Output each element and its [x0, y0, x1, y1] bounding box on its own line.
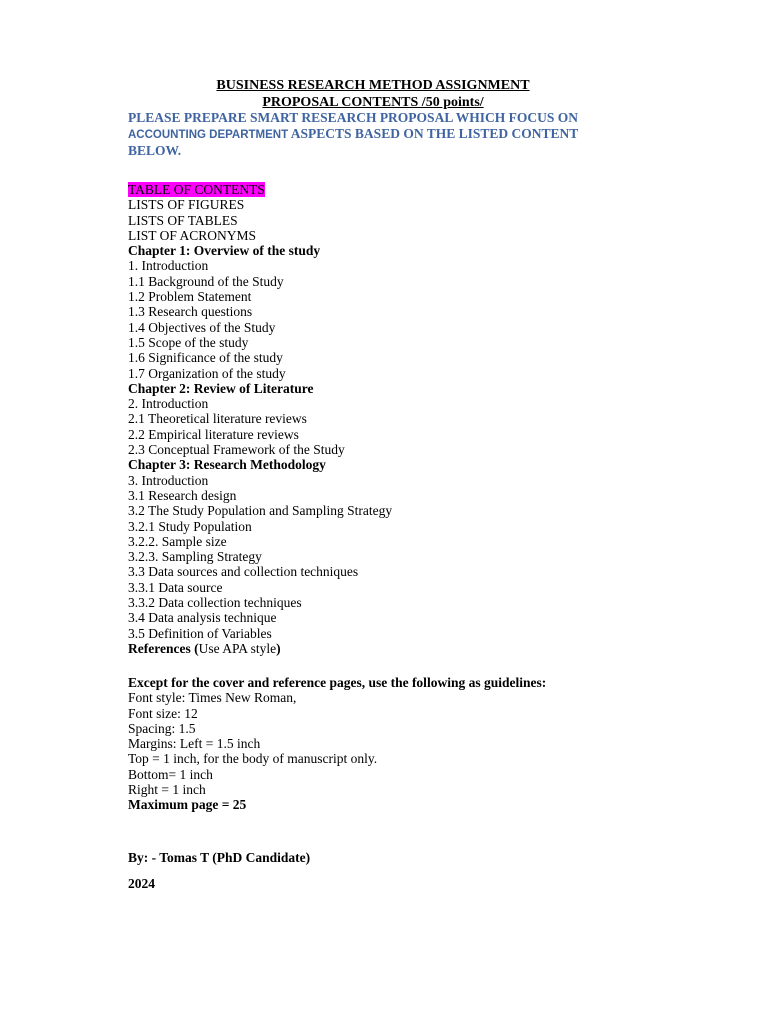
maximum-page: Maximum page = 25 — [128, 797, 247, 813]
toc-item: 2.1 Theoretical literature reviews — [128, 411, 307, 427]
instructions-focus-department: ACCOUNTING DEPARTMENT — [128, 129, 289, 141]
toc-item: 3.4 Data analysis technique — [128, 610, 277, 626]
toc-item: 3.2.3. Sampling Strategy — [128, 549, 262, 565]
toc-chapter-heading: Chapter 3: Research Methodology — [128, 457, 326, 473]
toc-item: LISTS OF FIGURES — [128, 197, 245, 213]
toc-chapter-heading: Chapter 1: Overview of the study — [128, 243, 321, 259]
toc-item: 1.3 Research questions — [128, 304, 253, 320]
table-of-contents — [128, 182, 648, 656]
guideline-item: Font size: 12 — [128, 705, 198, 721]
toc-item: 3.1 Research design — [128, 487, 237, 503]
toc-item: 3. Introduction — [128, 472, 209, 488]
toc-item: 1. Introduction — [128, 258, 209, 274]
toc-item: LIST OF ACRONYMS — [128, 227, 257, 243]
guideline-item: Top = 1 inch, for the body of manuscript only. — [128, 751, 378, 767]
toc-item: 3.2 The Study Population and Sampling Strategy — [128, 503, 393, 519]
assignment-instructions — [128, 110, 608, 159]
author-line: By: - Tomas T (PhD Candidate) — [128, 850, 311, 865]
toc-item: 3.3 Data sources and collection techniques — [128, 564, 359, 580]
toc-item: 1.7 Organization of the study — [128, 365, 286, 381]
guideline-item: Font style: Times New Roman, — [128, 690, 297, 706]
toc-item: 1.5 Scope of the study — [128, 334, 249, 350]
toc-references-line — [128, 641, 648, 656]
guideline-item: Right = 1 inch — [128, 782, 206, 798]
toc-item: 2. Introduction — [128, 396, 209, 412]
document-title-line-1: BUSINESS RESEARCH METHOD ASSIGNMENT — [216, 78, 530, 93]
guideline-item: Margins: Left = 1.5 inch — [128, 736, 261, 752]
guideline-item: Spacing: 1.5 — [128, 720, 196, 736]
instructions-part-1: PLEASE PREPARE SMART RESEARCH PROPOSAL WHICH FOCUS ON — [128, 110, 578, 125]
guidelines-heading: Except for the cover and reference pages, use the following as guidelines: — [128, 675, 547, 690]
toc-item: 1.4 Objectives of the Study — [128, 319, 276, 335]
toc-heading: TABLE OF CONTENTS — [128, 182, 265, 197]
document-title-line-2: PROPOSAL CONTENTS /50 points/ — [262, 95, 484, 110]
references-style: Use APA style — [198, 640, 277, 656]
toc-list — [128, 197, 648, 641]
toc-item: 3.2.2. Sample size — [128, 533, 227, 549]
toc-item: 3.3.1 Data source — [128, 579, 223, 595]
toc-chapter-heading: Chapter 2: Review of Literature — [128, 380, 314, 396]
toc-item: LISTS OF TABLES — [128, 212, 238, 228]
toc-item: 3.2.1 Study Population — [128, 518, 252, 534]
toc-item: 3.3.2 Data collection techniques — [128, 595, 302, 611]
references-label: References ( — [128, 640, 199, 656]
guideline-item: Bottom= 1 inch — [128, 766, 213, 782]
toc-item: 2.2 Empirical literature reviews — [128, 426, 299, 442]
instructions-part-3: ASPECTS BASED ON THE LISTED CONTENT BELOW. — [128, 126, 579, 158]
references-close: ) — [276, 640, 281, 656]
toc-item: 2.3 Conceptual Framework of the Study — [128, 442, 345, 458]
toc-item: 1.1 Background of the Study — [128, 273, 284, 289]
toc-item: 1.6 Significance of the study — [128, 350, 283, 366]
toc-heading-line — [128, 182, 648, 197]
formatting-guidelines — [128, 675, 648, 813]
toc-item: 1.2 Problem Statement — [128, 289, 252, 305]
year-line: 2024 — [128, 876, 155, 891]
guidelines-list — [128, 690, 648, 797]
toc-item: 3.5 Definition of Variables — [128, 625, 272, 641]
